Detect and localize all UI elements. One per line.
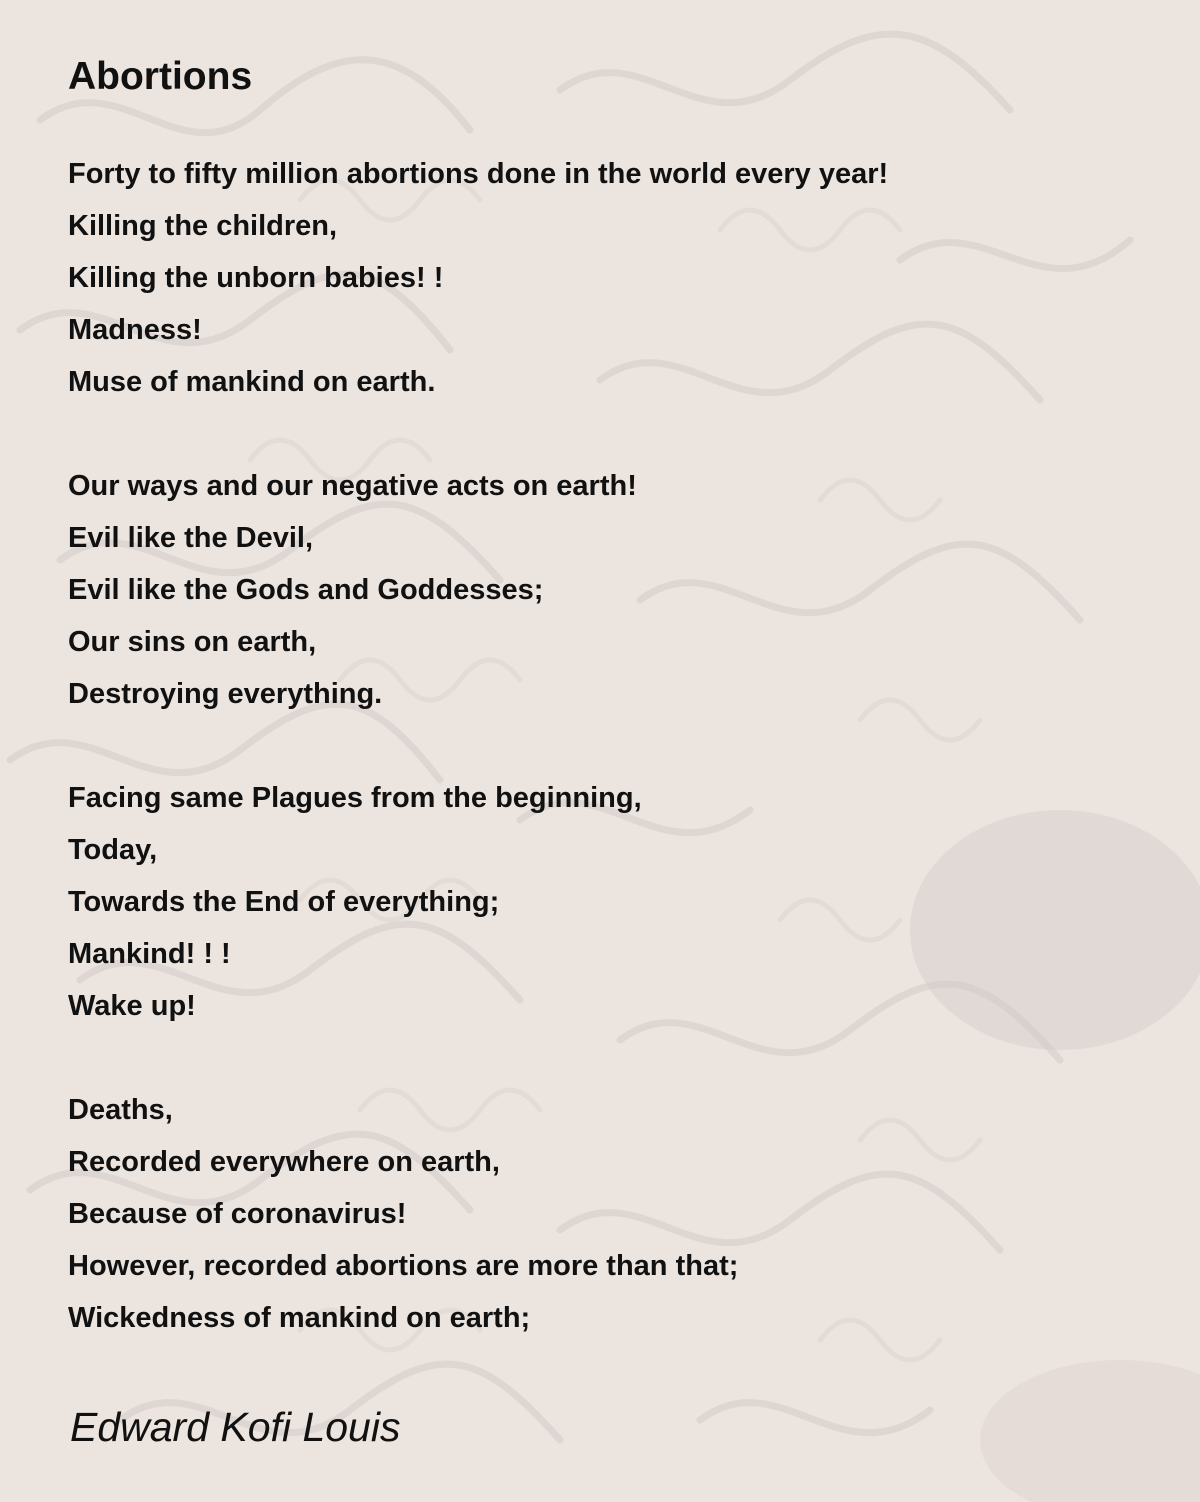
poem-line: Destroying everything.: [68, 678, 383, 710]
poem-line: Mankind! ! !: [68, 938, 231, 970]
poem-line: Our ways and our negative acts on earth!: [68, 470, 637, 502]
poem-line: Our sins on earth,: [68, 626, 317, 658]
poem-line: Wake up!: [68, 990, 196, 1022]
stanza-break: [68, 720, 888, 772]
poem-line: Evil like the Gods and Goddesses;: [68, 574, 544, 606]
poem-line: Muse of mankind on earth.: [68, 366, 436, 398]
ink-stain: [910, 810, 1200, 1050]
stanza-break: [68, 408, 888, 460]
poem-title: Abortions: [68, 55, 253, 98]
poem-body: [68, 148, 888, 1344]
poem-line: Killing the children,: [68, 210, 338, 242]
poem-line: Wickedness of mankind on earth;: [68, 1302, 531, 1334]
poem-line: Because of coronavirus!: [68, 1198, 407, 1230]
poem-line: Today,: [68, 834, 158, 866]
poem-line: Recorded everywhere on earth,: [68, 1146, 500, 1178]
poem-line: Killing the unborn babies! !: [68, 262, 444, 294]
poem-line: Madness!: [68, 314, 202, 346]
poem-line: However, recorded abortions are more than that;: [68, 1250, 739, 1282]
stanza-break: [68, 1032, 888, 1084]
poem-line: Towards the End of everything;: [68, 886, 500, 918]
poem-line: Evil like the Devil,: [68, 522, 313, 554]
poem-line: Forty to fifty million abortions done in the world every year!: [68, 158, 889, 190]
poem-line: Facing same Plagues from the beginning,: [68, 782, 642, 814]
poem-author: Edward Kofi Louis: [70, 1404, 401, 1450]
poem-line: Deaths,: [68, 1094, 173, 1126]
